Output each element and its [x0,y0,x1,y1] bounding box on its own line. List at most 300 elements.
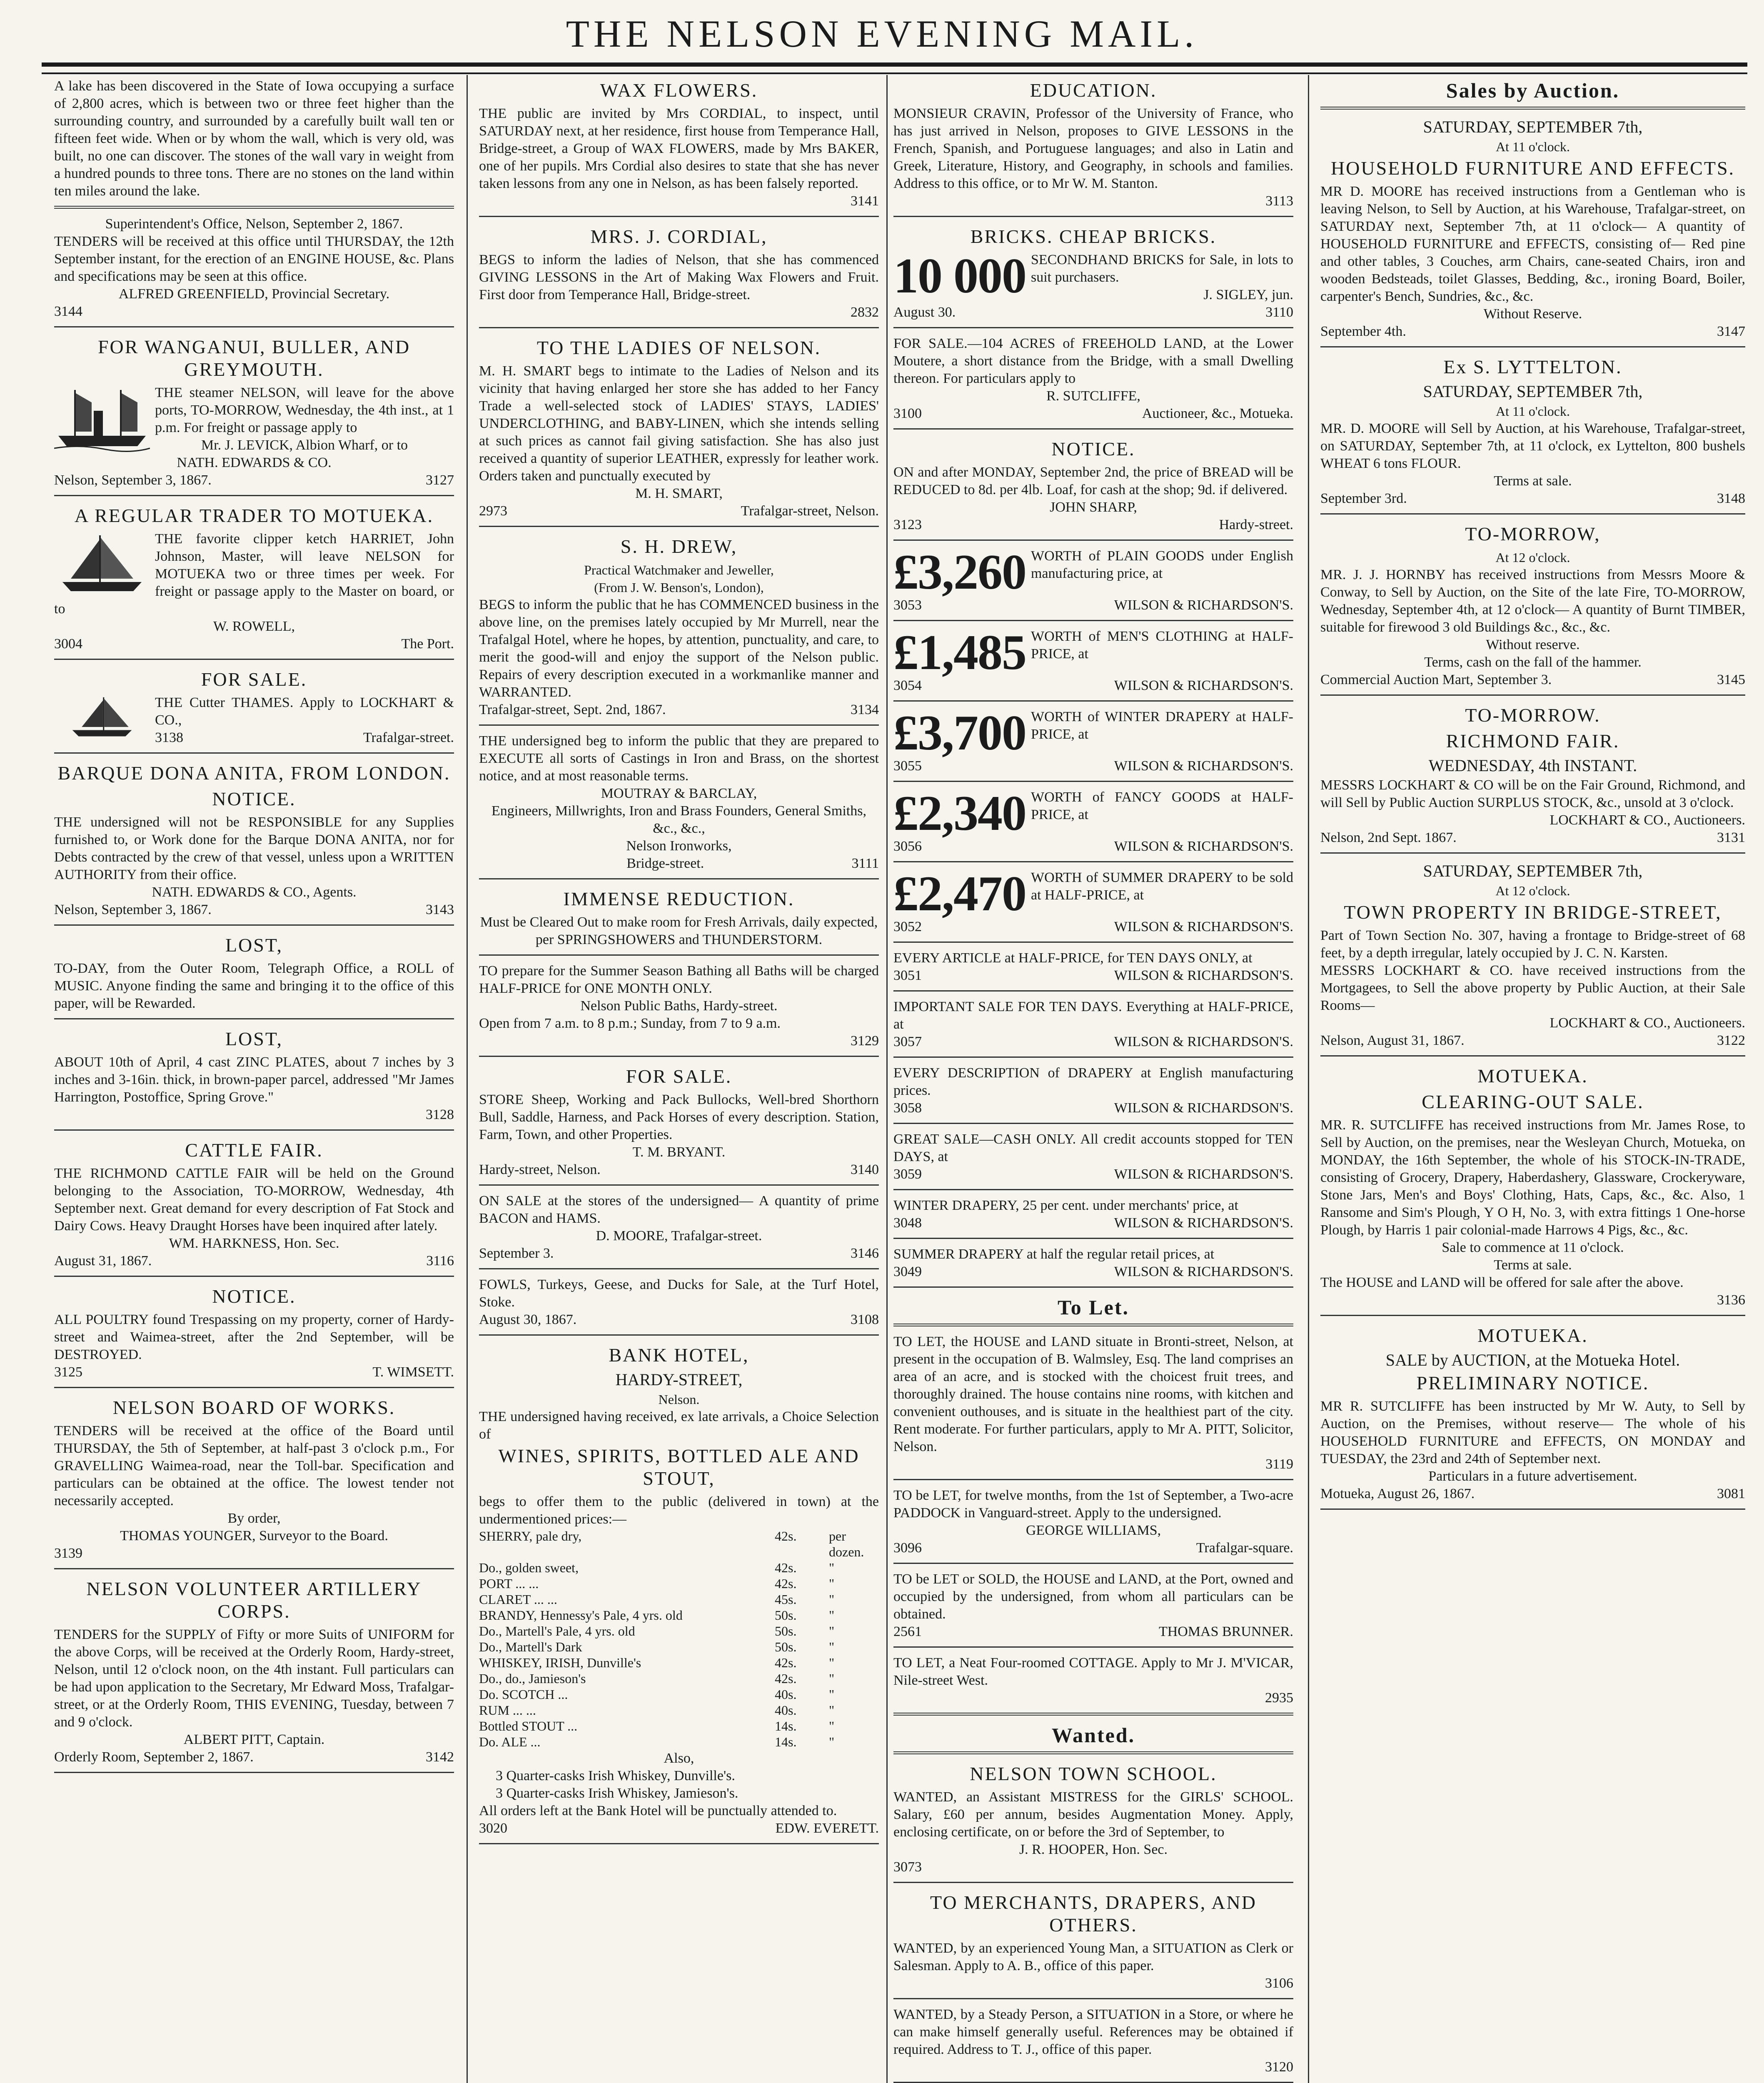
ad-date: Superintendent's Office, Nelson, September 2, 1867. [105,216,403,232]
ad-number: 3048 [893,1215,922,1231]
drapery-price-ad [893,786,1293,862]
ad-body: Without reserve. [1486,637,1580,652]
ad-date: September 4th. [1320,324,1406,339]
price-unit: " [829,1671,835,1686]
price-row [479,1607,879,1623]
to-let-port-ad [893,1568,1293,1648]
ad-signature: T. M. BRYANT. [632,1144,726,1160]
masthead-rule [42,62,1747,74]
ad-date: August 30, 1867. [479,1312,577,1327]
ad-number: 3055 [893,758,922,774]
price-item: Do. SCOTCH ... [479,1687,568,1702]
price-value: 42s. [775,1671,797,1686]
section-heading: To Let. [1058,1296,1129,1319]
ad-heading: TO-MORROW, [1465,523,1601,544]
ad-body: Must be Cleared Out to make room for Fresh Arrivals, daily expected, per SPRINGSHOWERS and THUNDERSTORM. [480,914,878,947]
ad-signature: MOUTRAY & BARCLAY, [601,786,757,801]
ad-date: Orderly Room, September 2, 1867. [54,1749,254,1765]
price-value: 42s. [775,1655,797,1670]
ad-body: THE undersigned having received, ex late arrivals, a Choice Selection of [479,1409,879,1442]
ad-signature: WILSON & RICHARDSON'S. [1114,1166,1293,1182]
ad-body: MR. R. SUTCLIFFE has received instructions from Mr. James Rose, to Sell by Auction, on the premises, near the Wesleyan Church, Motueka, on MONDAY, the 16th September, the whole of his STOCK-IN-TRADE, consisting of Grocery, Drapery, Haberdashery, Glassware, Crockeryware, Stone Jars, Men's and Boys' Clothing, Hats, Caps, &c., &c. Also, 1 Ransome and Sim's Plough, Y O H, No. 3, with extra fittings 1 One-horse Plough, by Harris 1 pair colonial-made Harrows 4 Pigs, &c., &c. [1320,1117,1745,1238]
price-row [479,1623,879,1639]
ad-date: Nelson, 2nd Sept. 1867. [1320,830,1457,845]
ad-date: September 3rd. [1320,491,1407,506]
engine-house-ad [54,213,454,327]
moutray-barclay-ad [479,730,879,879]
ad-body: MR. D. MOORE will Sell by Auction, at his Warehouse, Trafalgar-street, on SATURDAY, September 7th, at 11 o'clock, ex Lyttelton, 800 bushels WHEAT 6 tons FLOUR. [1320,421,1745,471]
ad-number: 3051 [893,968,922,983]
ad-date: Nelson, August 31, 1867. [1320,1033,1465,1048]
ad-body: WANTED, by a Steady Person, a SITUATION in a Store, or where he can make himself generally useful. References may be obtained if required. Address to T. J., office of this paper. [893,2007,1293,2057]
ad-heading: FOR SALE. [201,669,307,690]
bread-notice [893,434,1293,541]
ad-body: EVERY DESCRIPTION of DRAPERY at English manufacturing prices. [893,1065,1293,1098]
column-divider [886,75,888,2083]
price-row [479,1576,879,1591]
ad-number: 3134 [851,702,879,717]
ad-time: Sale to commence at 11 o'clock. [1442,1240,1624,1255]
drapery-price-ad [893,545,1293,621]
cordial-ad [479,221,879,328]
cutter-icon [54,696,150,746]
ad-signature: WILSON & RICHARDSON'S. [1114,758,1293,774]
ad-body: TENDERS will be received at the office of the Board until THURSDAY, the 5th of September, at half-past 3 o'clock p.m., For GRAVELLING Waimea-road, near the Toll-bar. Specification and particulars can be obtained at the office. The lowest tender not necessarily accepted. [54,1423,454,1509]
price-item: SHERRY, pale dry, [479,1529,582,1544]
ad-body: TO-DAY, from the Outer Room, Telegraph Office, a ROLL of MUSIC. Anyone finding the same and bringing it to the office of this paper, will be Rewarded. [54,961,454,1011]
price-unit: " [829,1576,835,1591]
ad-signature: GEORGE WILLIAMS, [1025,1523,1161,1538]
ad-address: Commercial Auction Mart, September 3. [1320,672,1552,687]
ad-body: SECONDHAND BRICKS for Sale, in lots to suit purchasers. [1031,252,1293,285]
auction-clearing-out [1320,1061,1745,1316]
ad-body: Terms at sale. [1494,473,1572,489]
to-let-paddock-ad [893,1484,1293,1564]
immense-reduction-ad [479,884,879,956]
ad-heading: MOTUEKA. [1477,1325,1588,1346]
ad-number: 3020 [479,1821,507,1836]
barque-notice [54,758,454,926]
ad-body: MONSIEUR CRAVIN, Professor of the University of France, who has just arrived in Nelson, proposes to GIVE LESSONS in the French, Spanish, and Portuguese languages; and also in Latin and Greek, Literature, History, and Geography, in schools and families. Address to this office, or to Mr W. M. Stanton. [893,106,1293,191]
ad-body: MESSRS LOCKHART & CO. have received instructions from the Mortgagees, to Sell the above property by Public Auction, at their Sale Rooms— [1320,963,1745,1013]
ad-number: 3057 [893,1034,922,1049]
drapery-price-ad [893,706,1293,782]
ad-body: Also, [664,1751,694,1766]
ad-body: FOWLS, Turkeys, Geese, and Ducks for Sale, at the Turf Hotel, Stoke. [479,1277,879,1310]
price-unit: " [829,1687,835,1702]
cattle-fair-ad [54,1135,454,1277]
ad-date: Motueka, August 26, 1867. [1320,1486,1475,1501]
ad-body: GREAT SALE—CASH ONLY. All credit accounts stopped for TEN DAYS, at [893,1131,1293,1164]
ad-body: STORE Sheep, Working and Pack Bullocks, Well-bred Shorthorn Bull, Saddle, Harness, and Pack Horses of every description. Station, Farm, Town, and other Properties. [479,1092,879,1142]
ad-signature: J. SIGLEY, jun. [1203,287,1293,302]
ad-number: 3120 [1265,2059,1293,2075]
to-let-section [893,1292,1293,1326]
price-item: Do., Martell's Pale, 4 yrs. old [479,1623,635,1638]
ad-heading: CATTLE FAIR. [185,1139,323,1161]
ad-signature: WILSON & RICHARDSON'S. [1114,1215,1293,1231]
ad-body: TO be LET or SOLD, the HOUSE and LAND, at the Port, owned and occupied by the undersigned, from whom all particulars can be obtained. [893,1571,1293,1622]
ad-body: TO be LET, for twelve months, from the 1st of September, a Two-acre PADDOCK in Vanguard-street. Apply to the undersigned. [893,1488,1293,1521]
ad-address: Hardy-street. [1219,517,1293,532]
price-unit: " [829,1655,835,1670]
price-row [479,1655,879,1671]
bricks-ad [893,221,1293,328]
price-unit: " [829,1608,835,1623]
ad-number: 3004 [54,636,82,652]
ad-body: WORTH of WINTER DRAPERY at HALF-PRICE, at [1031,709,1293,742]
ad-time: At 12 o'clock. [1495,550,1570,565]
lake-text: A lake has been discovered in the State of Iowa occupying a surface of 2,800 acres, which is between two or three feet higher than the surrounding country, and surrounded by a carefully built wall ten or fifteen feet wide. When or by whom the wall, which is very old, was built, no one can discover. The stones of the wall vary in weight from a hundred pounds to three tons. There are no stones on the land within ten miles around the lake. [54,78,454,199]
ad-body: WANTED, an Assistant MISTRESS for the GIRLS' SCHOOL. Salary, £60 per annum, besides Augmentation Money. Apply, enclosing certificate, on or before the 3rd of September, to [893,1789,1293,1840]
public-baths-ad [479,960,879,1057]
column-2 [479,75,879,2083]
big-amount: £2,340 [893,785,1026,841]
ad-number: 3116 [426,1253,454,1269]
bank-hotel-ad [479,1340,879,1844]
auction-section [1320,75,1745,110]
ad-address: Trafalgar-square. [1196,1540,1293,1556]
ad-title: RICHMOND FAIR. [1446,730,1620,752]
ad-body: MR R. SUTCLIFFE has been instructed by Mr W. Auty, to Sell by Auction, on the Premises, without reserve— The whole of his HOUSEHOLD FURNITURE and EFFECTS, ON MONDAY and TUESDAY, the 23rd and 24th of September next. [1320,1399,1745,1466]
ad-number: 3147 [1717,324,1745,339]
ad-body: BEGS to inform the ladies of Nelson, that she has commenced GIVING LESSONS in the Art of Making Wax Flowers and Fruit. First door from Temperance Hall, Bridge-street. [479,252,879,302]
ad-number: 3143 [426,902,454,917]
price-row [479,1734,879,1750]
ad-number: 2935 [1265,1690,1293,1706]
ad-number: 3141 [851,193,879,209]
wilson-richardson-big-ads [893,545,1293,943]
ad-body: Part of Town Section No. 307, having a frontage to Bridge-street of 68 feet, by a depth irregular, lately occupied by J. C. N. Karsten. [1320,928,1745,961]
ad-number: 2561 [893,1624,922,1639]
ad-heading: BANK HOTEL, [609,1344,749,1366]
ad-signature: LOCKHART & CO., Auctioneers. [1549,812,1745,828]
ad-number: 3111 [851,856,879,871]
price-item: Do. ALE ... [479,1734,541,1749]
ad-number: 3122 [1717,1033,1745,1048]
ad-number: 3110 [1265,305,1293,320]
ad-date: August 30. [893,305,956,320]
ad-body: WANTED, by an experienced Young Man, a SITUATION as Clerk or Salesman. Apply to A. B., office of this paper. [893,1941,1293,1973]
ad-signature: J. R. HOOPER, Hon. Sec. [1019,1842,1168,1857]
ad-number: 3056 [893,839,922,854]
lake-article [54,75,454,209]
ad-subheading: Nelson. [658,1392,700,1407]
section-heading: Sales by Auction. [1446,79,1620,102]
ad-subheading: PRELIMINARY NOTICE. [1416,1372,1649,1394]
ad-body: TENDERS will be received at this office until THURSDAY, the 12th September instant, for the erection of an ENGINE HOUSE, &c. Plans and specifications may be seen at this office. [54,234,454,284]
auction-lyttelton [1320,352,1745,515]
bryant-sale-ad [479,1061,879,1186]
ad-signature: WM. HARKNESS, Hon. Sec. [169,1236,339,1251]
ad-heading: LOST, [225,934,283,956]
ad-heading: TO THE LADIES OF NELSON. [536,337,821,358]
ad-signature: R. SUTCLIFFE, [1046,388,1140,404]
ad-heading: SATURDAY, SEPTEMBER 7th, [1423,862,1643,880]
big-amount: £3,260 [893,544,1026,599]
price-row [479,1591,879,1607]
ad-heading: NELSON TOWN SCHOOL. [970,1763,1217,1784]
ad-heading: TO MERCHANTS, DRAPERS, AND OTHERS. [930,1892,1257,1936]
ad-heading: BARQUE DONA ANITA, FROM LONDON. [57,762,451,784]
price-item: Do., do., Jamieson's [479,1671,586,1686]
ad-signature: ALBERT PITT, Captain. [183,1732,325,1747]
price-row [479,1702,879,1718]
ad-number: 3148 [1717,491,1745,506]
ad-signature: THOMAS BRUNNER. [1158,1624,1293,1639]
ad-number: 3138 [155,730,183,745]
ad-date: September 3. [479,1246,554,1261]
ad-time: At 12 o'clock. [1495,883,1570,898]
ad-date: Trafalgar-street, Sept. 2nd, 1867. [479,702,666,717]
drapery-sale-ad [893,947,1293,992]
ad-body: ON and after MONDAY, September 2nd, the price of BREAD will be REDUCED to 8d. per 4lb. Loaf, for cash at the shop; 9d. if delivered. [893,465,1293,497]
education-ad [893,75,1293,217]
ad-number: 3125 [54,1364,82,1380]
ad-number: 3119 [1265,1456,1293,1472]
ad-number: 3139 [54,1546,82,1561]
ad-body: WORTH of SUMMER DRAPERY to be sold at HALF-PRICE, at [1031,870,1293,903]
ad-signature: NATH. EDWARDS & CO. [177,455,332,470]
ad-heading: LOST, [225,1028,283,1049]
ad-number: 3140 [851,1162,879,1177]
price-value: 50s. [775,1608,797,1623]
drapery-sale-ad [893,1062,1293,1124]
ad-body: TO prepare for the Summer Season Bathing all Baths will be charged HALF-PRICE for ONE MONTH ONLY. [479,963,879,996]
ad-number: 3129 [851,1033,879,1049]
ad-signature: Mr. J. LEVICK, Albion Wharf, or to [201,437,408,453]
ad-title: TOWN PROPERTY IN BRIDGE-STREET, [1344,902,1722,923]
drew-watchmaker-ad [479,531,879,726]
price-item: PORT ... ... [479,1576,539,1591]
ad-heading: S. H. DREW, [620,536,738,557]
ad-number: 3053 [893,597,922,613]
ad-heading: FOR WANGANUI, BULLER, AND GREYMOUTH. [97,336,411,380]
ad-heading: A REGULAR TRADER TO MOTUEKA. [74,505,434,526]
ad-address: Hardy-street, Nelson. [479,1162,601,1177]
ad-signature: NATH. EDWARDS & CO., Agents. [152,884,357,900]
ad-body: THE undersigned will not be RESPONSIBLE for any Supplies furnished to, or Work done for the Barque DONA ANITA, nor for Debts contracted by the crew of that vessel, unless upon a WRITTEN AUTHORITY from their office. [54,814,454,882]
steamer-icon [54,386,150,452]
fowls-ad [479,1274,879,1336]
price-value: 45s. [775,1592,797,1607]
ad-body: Terms, cash on the fall of the hammer. [1424,654,1642,670]
price-row [479,1528,879,1560]
ad-body: ABOUT 10th of April, 4 cast ZINC PLATES, about 7 inches by 3 inches and 3-16in. thick, in brown-paper parcel, addressed "Mr James Harrington, Postoffice, Spring Grove." [54,1054,454,1105]
ad-signature: THOMAS YOUNGER, Surveyor to the Board. [120,1528,388,1544]
ad-number: 3127 [426,472,454,488]
ad-subheading: NOTICE. [212,788,296,809]
auction-town-property [1320,858,1745,1056]
ad-number: 3096 [893,1540,922,1556]
big-amount: £3,700 [893,705,1026,760]
ad-signature: By order, [227,1511,281,1526]
ad-signature: WILSON & RICHARDSON'S. [1114,1034,1293,1049]
price-value: 50s. [775,1623,797,1638]
masthead [0,0,1764,62]
auction-richmond-fair [1320,700,1745,854]
ad-body: MR D. MOORE has received instructions from a Gentleman who is leaving Nelson, to Sell by Auction, at his Warehouse, Trafalgar-street, on SATURDAY next, September 7th, at 11 o'clock— A quantity of HOUSEHOLD FURNITURE and EFFECTS, consisting of— Red pine and other tables, 3 Couches, arm Chairs, cane-seated Chairs, iron and wooden Bedsteads, toilet Glasses, Bedding, &c., ironing Board, Boiler, carpenter's Bench, Sundries, &c., &c. [1320,184,1745,304]
ad-heading: EDUCATION. [1030,80,1157,101]
ad-body: THE RICHMOND CATTLE FAIR will be held on the Ground belonging to the Association, TO-MORROW, Wednesday, 4th September next. Great demand for every description of Fat Stock and Dairy Cows. Heavy Draught Horses have been inquired after lately. [54,1166,454,1234]
ad-body: begs to offer them to the public (delivered in town) at the undermentioned prices:— [479,1494,879,1527]
lost-music-ad [54,930,454,1019]
ad-body: WINTER DRAPERY, 25 per cent. under merchants' price, at [893,1198,1238,1213]
ad-number: 3049 [893,1264,922,1279]
ad-address: Nelson Public Baths, Hardy-street. [580,998,778,1014]
ad-signature: W. ROWELL, [213,619,295,634]
to-let-house-ad [893,1331,1293,1480]
bacon-ad [479,1190,879,1269]
ad-number: 3052 [893,919,922,934]
ad-address: The Port. [401,636,454,652]
ad-heading: MRS. J. CORDIAL, [590,226,768,247]
ad-subheading: WINES, SPIRITS, BOTTLED ALE AND STOUT, [498,1445,860,1489]
ad-signature: LOCKHART & CO., Auctioneers. [1549,1015,1745,1031]
lost-zinc-ad [54,1024,454,1131]
ad-body: SUMMER DRAPERY at half the regular retail prices, at [893,1246,1215,1262]
auction-furniture [1320,114,1745,347]
price-unit: " [829,1703,835,1718]
ad-signature: T. WIMSETT. [372,1364,454,1380]
ad-signature: WILSON & RICHARDSON'S. [1114,919,1293,934]
ad-number: 3131 [1717,830,1745,845]
price-item: Do., Martell's Dark [479,1639,582,1654]
price-item: Do., golden sweet, [479,1560,579,1575]
ad-heading: NELSON VOLUNTEER ARTILLERY CORPS. [86,1578,422,1622]
price-unit: " [829,1639,835,1654]
section-heading: Wanted. [1051,1723,1135,1747]
ad-body: Terms at sale. [1494,1257,1572,1273]
big-number: 10 000 [893,248,1026,303]
price-list [479,1528,879,1750]
ad-number: 3059 [893,1166,922,1182]
merchants-ad [893,1887,1293,1999]
ad-body: TO LET, the HOUSE and LAND situate in Bronti-street, Nelson, at present in the occupation of B. Walmsley, Esq. The land comprises an area of an acre, and is stocked with the choicest fruit trees, and thoroughly drained. The house contains nine rooms, with kitchen and convenient outhouses, and is situate in the healthiest part of the city. Rent moderate. For further particulars, apply to Mr A. PITT, Solicitor, Nelson. [893,1334,1293,1454]
price-value: 42s. [775,1560,797,1575]
big-amount: £1,485 [893,624,1026,680]
ad-signature: Nelson Ironworks, [626,838,732,854]
ad-heading: IMMENSE REDUCTION. [563,888,795,909]
ad-body: FOR SALE.—104 ACRES of FREEHOLD LAND, at the Lower Moutere, a short distance from the Bridge, with a small Dwelling thereon. For particulars apply to [893,336,1293,386]
ad-body: 3 Quarter-casks Irish Whiskey, Jamieson's. [496,1786,739,1801]
ad-signature: D. MOORE, Trafalgar-street. [596,1228,762,1244]
ad-number: 2832 [851,305,879,320]
ad-subheading: (From J. W. Benson's, London), [594,580,764,595]
ad-body: WORTH of FANCY GOODS at HALF-PRICE, at [1031,789,1293,822]
ad-address: Trafalgar-street. [363,730,454,745]
price-value: 40s. [775,1687,797,1702]
price-value: 42s. [775,1576,797,1591]
ad-signature: M. H. SMART, [635,486,723,501]
ad-body: EVERY ARTICLE at HALF-PRICE, for TEN DAYS ONLY, at [893,950,1253,966]
price-row [479,1686,879,1702]
ad-address: Bridge-street. [626,856,704,871]
price-value: 42s. [775,1529,797,1544]
column-divider [467,75,468,2083]
ad-number: 3058 [893,1100,922,1116]
wanted-section [893,1720,1293,1754]
ad-number: 3100 [893,406,922,421]
price-unit: per dozen. [829,1529,864,1559]
price-row [479,1639,879,1655]
ad-body: ALL POULTRY found Trespassing on my property, corner of Hardy-street and Waimea-street, after the 2nd September, will be DESTROYED. [54,1312,454,1362]
ad-body: Open from 7 a.m. to 8 p.m.; Sunday, from 7 to 9 a.m. [479,1016,781,1031]
ad-title: HOUSEHOLD FURNITURE AND EFFECTS. [1330,157,1735,179]
drapery-sale-ad [893,1194,1293,1239]
ad-signature: WILSON & RICHARDSON'S. [1114,1264,1293,1279]
price-value: 14s. [775,1734,797,1749]
poultry-notice [54,1281,454,1388]
ad-body: THE steamer NELSON, will leave for the above ports, TO-MORROW, Wednesday, the 4th inst., at 1 p.m. For freight or passage apply to [155,385,454,435]
ad-date: August 31, 1867. [54,1253,152,1269]
ad-number: 3123 [893,517,922,532]
steady-person-ad [893,2003,1293,2083]
ad-number: 3146 [851,1246,879,1261]
drapery-sale-ad [893,1128,1293,1190]
drapery-sale-ad [893,996,1293,1058]
wanganui-ad [54,332,454,496]
ad-heading: TO-MORROW. [1465,704,1601,726]
ad-signature: EDW. EVERETT. [775,1821,879,1836]
ad-body: THE Cutter THAMES. Apply to LOCKHART & CO., [155,695,454,728]
auction-motueka-hotel [1320,1320,1745,1510]
ad-date: Nelson, September 3, 1867. [54,902,212,917]
ad-body: The HOUSE and LAND will be offered for sale after the above. [1320,1275,1684,1290]
ad-body: TENDERS for the SUPPLY of Fifty or more Suits of UNIFORM for the above Corps, will be received at the Orderly Room, Hardy-street, Nelson, until 12 o'clock noon, on the 4th instant. Full particulars can be had upon application to the Secretary, Mr Edward Moss, Trafalgar-street, or at the Orderly Room, THIS EVENING, Tuesday, between 7 and 9 o'clock. [54,1627,454,1730]
ad-body: THE public are invited by Mrs CORDIAL, to inspect, until SATURDAY next, at her residence, first house from Temperance Hall, Bridge-street, a Group of WAX FLOWERS, made by Mrs BAKER, one of her pupils. Mrs Cordial also desires to state that she has never taken lessons from any one in Nelson, as has been falsely reported. [479,106,879,191]
ad-heading: BRICKS. CHEAP BRICKS. [970,226,1217,247]
price-unit: " [829,1734,835,1749]
column-3 [893,75,1293,2083]
column-1 [54,75,454,2083]
ad-signature: Engineers, Millwrights, Iron and Brass Founders, General Smiths, &c., &c., [492,803,866,836]
ad-signature: JOHN SHARP, [1050,500,1137,515]
ad-number: 3113 [1265,193,1293,209]
ad-body: ON SALE at the stores of the undersigned— A quantity of prime BACON and HAMS. [479,1193,879,1226]
column-divider [1308,75,1309,2083]
ad-heading: WAX FLOWERS. [600,80,758,101]
ad-body: All orders left at the Bank Hotel will be punctually attended to. [479,1803,837,1818]
ad-number: 3054 [893,678,922,693]
ad-number: 2973 [479,503,507,519]
price-item: Bottled STOUT ... [479,1718,578,1733]
ad-body: Without Reserve. [1483,306,1582,322]
artillery-corps-ad [54,1573,454,1773]
ad-title: SALE by AUCTION, at the Motueka Hotel. [1385,1351,1680,1369]
cutter-sale-ad [54,664,454,754]
to-let-cottage-ad [893,1652,1293,1716]
ad-title: CLEARING-OUT SALE. [1422,1091,1644,1112]
ad-body: TO LET, a Neat Four-roomed COTTAGE. Apply to Mr J. M'VICAR, Nile-street West. [893,1655,1293,1688]
price-value: 50s. [775,1639,797,1654]
ketch-icon [54,532,150,599]
ad-number: 3108 [851,1312,879,1327]
town-school-ad [893,1758,1293,1883]
ad-number: 3081 [1717,1486,1745,1501]
ad-signature: WILSON & RICHARDSON'S. [1114,839,1293,854]
ad-subheading: HARDY-STREET, [615,1370,743,1389]
ad-signature: WILSON & RICHARDSON'S. [1114,968,1293,983]
motueka-trader-ad [54,500,454,660]
price-value: 40s. [775,1703,797,1718]
ad-signature: WILSON & RICHARDSON'S. [1114,597,1293,613]
ad-address: Trafalgar-street, Nelson. [741,503,879,519]
ad-body: IMPORTANT SALE FOR TEN DAYS. Everything at HALF-PRICE, at [893,999,1293,1032]
ad-body: THE undersigned beg to inform the public that they are prepared to EXECUTE all sorts of Castings in Iron and Brass, on the shortest notice, and at most reasonable terms. [479,733,879,784]
ladies-ad [479,332,879,527]
wax-flowers-ad [479,75,879,217]
